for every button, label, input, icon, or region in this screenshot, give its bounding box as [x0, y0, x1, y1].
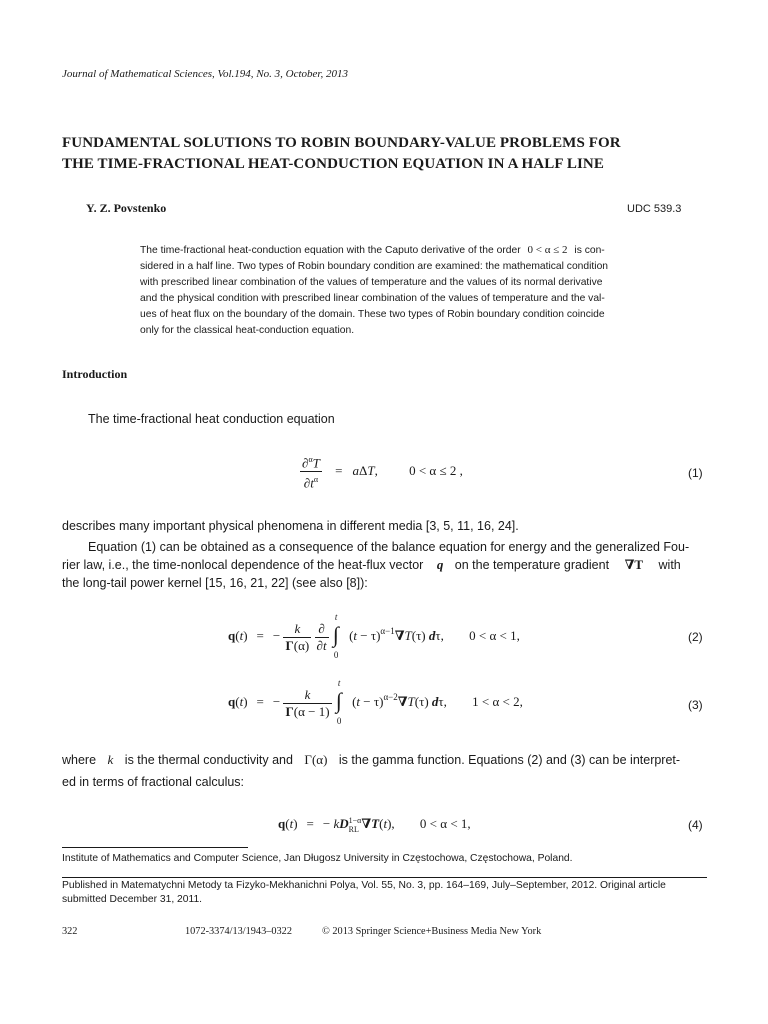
page-number: 322 — [62, 926, 78, 937]
intro-paragraph-3-line-2: rier law, i.e., the time-nonlocal dependence of the heat-flux vector q on the temperature gradient ∇T with — [62, 557, 681, 572]
equation-number-1: (1) — [688, 466, 703, 480]
equation-number-3: (3) — [688, 698, 703, 712]
abstract-line-6: only for the classical heat-conduction equation. — [140, 325, 355, 336]
equation-2: q(t) = − $\frac{k}{\Gamma(\alpha)}$ $\frac{\partial}{\partial t}$ t ∫ 0 $(t - \tau)^{\alpha-1}\nabla T(\tau)$ dτ, 0 < α < 1, — [228, 612, 520, 660]
abstract — [140, 242, 632, 339]
intro-paragraph-1: The time-fractional heat conduction equation — [88, 412, 335, 426]
journal-header: Journal of Mathematical Sciences, Vol.194, No. 3, October, 2013 — [62, 68, 348, 80]
footnote-rule — [62, 847, 248, 848]
intro-paragraph-4-line-1: where k is the thermal conductivity and Γ(α) is the gamma function. Equations (2) and (3) can be interpret- — [62, 752, 681, 767]
author-name: Y. Z. Povstenko — [86, 201, 167, 215]
paper-title — [62, 133, 621, 175]
copyright-notice: © 2013 Springer Science+Business Media New York — [322, 926, 542, 937]
publication-note-line-2: submitted December 31, 2011. — [62, 894, 203, 905]
title-line-2: THE TIME-FRACTIONAL HEAT-CONDUCTION EQUATION IN A HALF LINE — [62, 156, 604, 172]
gradient-symbol: ∇T — [624, 557, 644, 572]
publication-rule — [62, 877, 707, 878]
affiliation-footnote: Institute of Mathematics and Computer Science, Jan Długosz University in Częstochowa, Częstochowa, Poland. — [62, 853, 573, 864]
intro-paragraph-4-line-2: ed in terms of fractional calculus: — [62, 775, 245, 789]
equation-1: $\frac{\partial^\alpha T}{\partial t^\alpha}$ = aΔT, 0 < α ≤ 2 , — [300, 452, 463, 492]
equation-number-4: (4) — [688, 818, 703, 832]
equation-4: q(t) = − kD 1−α RL ∇T(t), 0 < α < 1, — [278, 816, 471, 835]
abstract-line-3: with prescribed linear combination of the values of temperature and the values of its normal derivative — [140, 277, 603, 288]
abstract-line-5: ues of heat flux on the boundary of the domain. These two types of Robin boundary condition coincide — [140, 309, 605, 320]
heat-flux-symbol: q — [436, 557, 444, 572]
equation-3: q(t) = − $\frac{k}{\Gamma(\alpha - 1)}$ t ∫ 0 $(t - \tau)^{\alpha-2}\nabla T(\tau)$ dτ, 1 < α < 2, — [228, 678, 523, 726]
gamma-function-symbol: Γ(α) — [304, 752, 328, 767]
intro-paragraph-2: describes many important physical phenomena in different media [3, 5, 11, 16, 24]. — [62, 519, 519, 533]
section-heading-introduction: Introduction — [62, 367, 128, 381]
intro-paragraph-3-line-1: Equation (1) can be obtained as a consequence of the balance equation for energy and the generalized Fou- — [88, 540, 690, 554]
order-condition: 0 < α ≤ 2 — [527, 244, 568, 256]
conductivity-symbol: k — [107, 752, 114, 767]
abstract-line-4: and the physical condition with prescribed linear combination of the values of temperature and the val- — [140, 293, 605, 304]
equation-number-2: (2) — [688, 630, 703, 644]
issn-code: 1072-3374/13/1943–0322 — [185, 926, 292, 937]
intro-paragraph-3-line-3: the long-tail power kernel [15, 16, 21, 22] (see also [8]): — [62, 576, 368, 590]
publication-note-line-1: Published in Matematychni Metody ta Fizyko-Mekhanichni Polya, Vol. 55, No. 3, pp. 164–169, July–September, 2012. Original article — [62, 880, 666, 891]
title-line-1: FUNDAMENTAL SOLUTIONS TO ROBIN BOUNDARY-VALUE PROBLEMS FOR — [62, 135, 621, 151]
abstract-line-1: The time-fractional heat-conduction equation with the Caputo derivative of the order 0 < α ≤ 2 is con- — [140, 244, 605, 256]
abstract-line-2: sidered in a half line. Two types of Robin boundary condition are examined: the mathematical condition — [140, 261, 609, 272]
udc-code: UDC 539.3 — [627, 203, 682, 215]
